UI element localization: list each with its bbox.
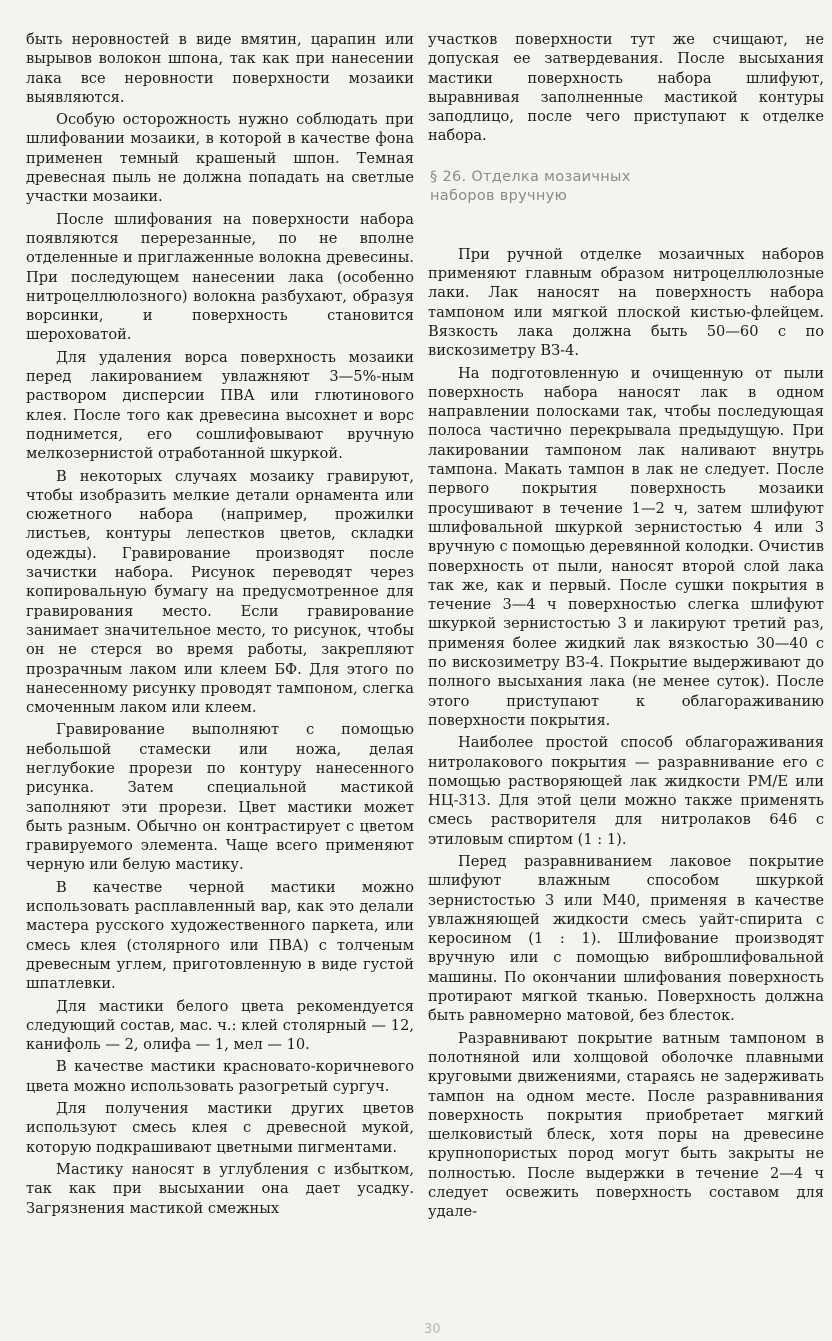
- paragraph: Для удаления ворса поверхность мозаики перед лакированием увлажняют 3—5%-ным раствором дисперсии ПВА или глютинового клея. После того как древесина высохнет и ворс поднимется, его сошлифовывают вручную мелкозернистой отработанной шкуркой.: [26, 348, 414, 463]
- section-heading-line: наборов вручную: [430, 187, 568, 204]
- left-column: [26, 30, 414, 1221]
- paragraph: В качестве мастики красновато-коричневого цвета можно использовать разогретый сургуч.: [26, 1058, 414, 1095]
- paragraph: Для мастики белого цвета рекомендуется следующий состав, мас. ч.: клей столярный — 12, канифоль — 2, олифа — 1, мел — 10.: [26, 997, 414, 1054]
- paragraph: В некоторых случаях мозаику гравируют, чтобы изобразить мелкие детали орнамента или сюжетного набора (например, прожилки листьев, контуры лепестков цветов, складки одежды). Гравирование производят после зачистки набора. Рисунок переводят через копировальную бумагу на предусмотренное для гравирования место. Если гравирование занимает значительное место, то рисунок, чтобы он не стерся во время работы, закрепляют прозрачным лаком или клеем БФ. Для этого по нанесенному рисунку проводят тампоном, слегка смоченным лаком или клеем.: [26, 467, 414, 717]
- section-heading: [430, 168, 824, 206]
- paragraph: Гравирование выполняют с помощью небольшой стамески или ножа, делая неглубокие прорези по контуру нанесенного рисунка. Затем специальной мастикой заполняют эти прорези. Цвет мастики может быть разным. Обычно он контрастирует с цветом гравируемого элемента. Чаще всего применяют черную или белую мастику.: [26, 721, 414, 874]
- paragraph: После шлифования на поверхности набора появляются перерезанные, по не вполне отделенные и приглаженные волокна древесины. При последующем нанесении лака (особенно нитроцеллюлозного) волокна разбухают, образуя ворсинки, и поверхность становится шероховатой.: [26, 210, 414, 344]
- paragraph: При ручной отделке мозаичных наборов применяют главным образом нитроцеллюлозные лаки. Лак наносят на поверхность набора тампоном или мягкой плоской кистью-флейцем. Вязкость лака должна быть 50—60 с по вискозиметру ВЗ-4.: [428, 245, 824, 360]
- paragraph: Наиболее простой способ облагораживания нитролакового покрытия — разравнивание его с помощью растворяющей лак жидкости РМ/Е или НЦ-313. Для этой цели можно также применять смесь растворителя для нитролаков 646 с этиловым спиртом (1 : 1).: [428, 734, 824, 848]
- paragraph: На подготовленную и очищенную от пыли поверхность набора наносят лак в одном направлении полосками так, чтобы последующая полоса частично перекрывала предыдущую. При лакировании тампоном лак наливают внутрь тампона. Макать тампон в лак не следует. После первого покрытия поверхность мозаики просушивают в течение 1—2 ч, затем шлифуют шлифовальной шкуркой зернистостью 4 или 3 вручную с помощью деревянной колодки. Очистив поверхность от пыли, наносят второй слой лака так же, как и первый. После сушки покрытия в течение 3—4 ч поверхностью слегка шлифуют шкуркой зернистостью 3 и лакируют третий раз, применяя более жидкий лак вязкостью 30—40 с по вискозиметру ВЗ-4. Покрытие выдерживают до полного высыхания лака (не менее суток). После этого приступают к облагораживанию поверхности покрытия.: [428, 364, 825, 729]
- page-number: 30: [424, 1322, 441, 1337]
- paragraph: участков поверхности тут же счищают, не допуская ее затвердевания. После высыхания мастики поверхность набора шлифуют, выравнивая заполненные мастикой контуры заподлицо, после чего приступают к отделке набора.: [428, 31, 824, 145]
- paragraph: В качестве черной мастики можно использовать расплавленный вар, как это делали мастера русского художественного паркета, или смесь клея (столярного или ПВА) с толченым древесным углем, приготовленную в виде густой шпатлевки.: [26, 878, 414, 993]
- paragraph: быть неровностей в виде вмятин, царапин или вырывов волокон шпона, так как при нанесении лака все неровности поверхности мозаики выявляются.: [26, 31, 414, 106]
- paragraph: Особую осторожность нужно соблюдать при шлифовании мозаики, в которой в качестве фона применен темный крашеный шпон. Темная древесная пыль не должна попадать на светлые участки мозаики.: [26, 111, 414, 206]
- paragraph: Разравнивают покрытие ватным тампоном в полотняной или холщовой оболочке плавными круговыми движениями, стараясь не задерживать тампон на одном месте. После разравнивания поверхность покрытия приобретает мягкий шелковистый блеск, хотя поры на древесине крупнопористых пород могут быть закрыты не полностью. После выдержки в течение 2—4 ч следует освежить поверхность составом для удале-: [428, 1029, 824, 1221]
- right-column: [428, 30, 824, 1225]
- paragraph: Для получения мастики других цветов используют смесь клея с древесной мукой, которую подкрашивают цветными пигментами.: [26, 1100, 414, 1156]
- section-heading-line: § 26. Отделка мозаичных: [430, 168, 631, 185]
- paragraph: Перед разравниванием лаковое покрытие шлифуют влажным способом шкуркой зернистостью 3 или М40, применяя в качестве увлажняющей жидкости смесь уайт-спирита с керосином (1 : 1). Шлифование производят вручную или с помощью виброшлифовальной машины. По окончании шлифования поверхность протирают мягкой тканью. Поверхность должна быть равномерно матовой, без блесток.: [428, 852, 824, 1025]
- paragraph: Мастику наносят в углубления с избытком, так как при высыхании она дает усадку. Загрязнения мастикой смежных: [26, 1160, 414, 1217]
